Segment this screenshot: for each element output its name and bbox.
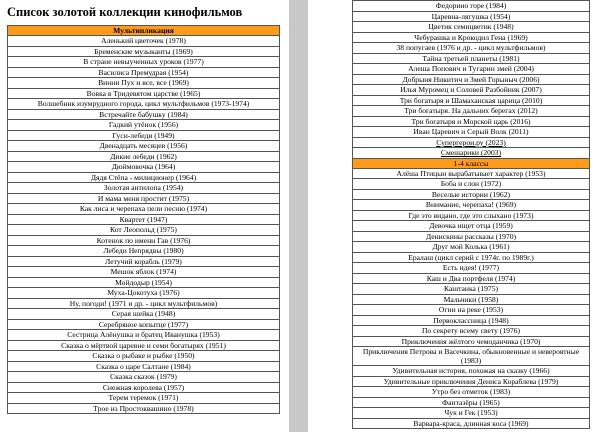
table-row <box>353 242 590 253</box>
film-title: Бременские музыканты (1969) <box>8 46 280 57</box>
film-title: Лебеди Непрядвы (1980) <box>8 246 280 257</box>
film-title: Гуси-лебеди (1949) <box>8 130 280 141</box>
table-row <box>353 22 590 33</box>
film-title: Золотая антилопа (1954) <box>8 183 280 194</box>
table-row <box>8 67 280 78</box>
table-row <box>8 235 280 246</box>
table-row <box>353 137 590 148</box>
table-row <box>353 11 590 22</box>
film-title: Три богатыря. На дальних берегах (2012) <box>353 106 590 117</box>
table-row <box>8 267 280 278</box>
film-title: Ну, погоди! (1971 и др. - цикл мультфильмов) <box>8 298 280 309</box>
table-row <box>8 183 280 194</box>
page-left <box>0 0 289 432</box>
table-row <box>8 246 280 257</box>
film-title: Чук и Гек (1953) <box>353 408 590 419</box>
table-row <box>353 336 590 347</box>
film-title: Мойдодыр (1954) <box>8 277 280 288</box>
film-title: Двенадцать месяцев (1956) <box>8 141 280 152</box>
film-title: Утро без отметок (1983) <box>353 387 590 398</box>
table-row <box>353 252 590 263</box>
table-row <box>8 172 280 183</box>
table-row <box>353 106 590 117</box>
table-row <box>8 46 280 57</box>
table-row <box>8 109 280 120</box>
table-row <box>353 53 590 64</box>
film-title: Удивительные приключения Дениса Кораблева (1979) <box>353 376 590 387</box>
film-title: Дикие лебеди (1962) <box>8 151 280 162</box>
film-title: Удивительная история, похожая на сказку (1966) <box>353 366 590 377</box>
table-row <box>353 387 590 398</box>
film-title: Кот Леопольд (1975) <box>8 225 280 236</box>
film-title: Как лиса и черепаха пели песню (1974) <box>8 204 280 215</box>
table-row <box>8 78 280 89</box>
table-row <box>353 397 590 408</box>
table-row <box>8 162 280 173</box>
film-title: Внимание, черепаха! (1969) <box>353 200 590 211</box>
table-row <box>8 330 280 341</box>
film-title: Федорино горе (1984) <box>353 1 590 12</box>
table-row <box>8 403 280 414</box>
film-title: Первоклассница (1948) <box>353 315 590 326</box>
table-row <box>353 127 590 138</box>
film-title: В стране невыученных уроков (1977) <box>8 57 280 68</box>
table-row <box>8 382 280 393</box>
film-title: Илья Муромец и Соловей Разбойник (2007) <box>353 85 590 96</box>
table-row <box>8 57 280 68</box>
table-row <box>353 1 590 12</box>
film-title: Мальчики (1958) <box>353 294 590 305</box>
film-title: Девочка ищет отца (1959) <box>353 221 590 232</box>
table-row <box>8 340 280 351</box>
film-title: Дядя Стёпа - милиционер (1964) <box>8 172 280 183</box>
table-row <box>353 32 590 43</box>
film-title: Серая шейка (1948) <box>8 309 280 320</box>
film-title: Веселые истории (1962) <box>353 189 590 200</box>
film-title: Есть идея! (1977) <box>353 263 590 274</box>
table-row <box>8 204 280 215</box>
table-row <box>8 277 280 288</box>
film-title: Василиса Премудрая (1954) <box>8 67 280 78</box>
film-title: Боба и слон (1972) <box>353 179 590 190</box>
film-title: Мешок яблок (1974) <box>8 267 280 278</box>
film-title: Алеша Попович и Тугарин змей (2004) <box>353 64 590 75</box>
film-title: Каш и Два портфеля (1974) <box>353 273 590 284</box>
film-title: Винни Пух и все, все (1969) <box>8 78 280 89</box>
table-row <box>8 256 280 267</box>
film-title: Три богатыря и Шамаханская царица (2010) <box>353 95 590 106</box>
table-row <box>8 319 280 330</box>
film-title: Цветик семицветик (1948) <box>353 22 590 33</box>
table-row <box>353 284 590 295</box>
film-title: Каштанка (1975) <box>353 284 590 295</box>
film-title: И мама меня простит (1975) <box>8 193 280 204</box>
film-title: Встречайте бабушку (1984) <box>8 109 280 120</box>
table-row <box>353 305 590 316</box>
table-row <box>8 88 280 99</box>
table-row <box>8 193 280 204</box>
film-title: Огни на реке (1953) <box>353 305 590 316</box>
film-title: Смешарики (2003) <box>353 148 590 159</box>
film-title: По секрету всему свету (1976) <box>353 326 590 337</box>
film-title: Волшебник изумрудного города, цикл мультфильмов (1973-1974) <box>8 99 280 110</box>
film-title: Сказка о царе Салтане (1984) <box>8 361 280 372</box>
table-row <box>353 366 590 377</box>
table-row <box>353 347 590 366</box>
film-title: Иван Царевич и Серый Волк (2011) <box>353 127 590 138</box>
table-row <box>8 151 280 162</box>
film-title: Алёша Птицын вырабатывает характер (1953) <box>353 168 590 179</box>
film-title: Серебряное копытце (1977) <box>8 319 280 330</box>
table-row <box>353 376 590 387</box>
film-title: Сказка о рыбаке и рыбке (1950) <box>8 351 280 362</box>
table-row <box>353 294 590 305</box>
table-row <box>353 418 590 429</box>
table-row <box>353 148 590 159</box>
section-header-row <box>8 26 280 36</box>
table-row <box>353 273 590 284</box>
table-row <box>353 74 590 85</box>
film-title: Дюймовочка (1964) <box>8 162 280 173</box>
film-title: Добрыня Никитич и Змей Горыныч (2006) <box>353 74 590 85</box>
film-title: Аленький цветочек (1978) <box>8 36 280 47</box>
film-title: Где это видано, где это слыхано (1973) <box>353 210 590 221</box>
film-title: Вовка в Тридевятом царстве (1965) <box>8 88 280 99</box>
table-row <box>353 116 590 127</box>
table-row <box>8 120 280 131</box>
table-row <box>353 168 590 179</box>
table-row <box>8 351 280 362</box>
film-title: Супергерои.ру (2023) <box>353 137 590 148</box>
table-row <box>353 263 590 274</box>
film-title: Трое из Простоквашино (1978) <box>8 403 280 414</box>
film-title: Приключения Петрова и Васечкина, обыкновенные и невероятные (1983) <box>353 347 590 366</box>
table-row <box>8 298 280 309</box>
table-row <box>353 200 590 211</box>
table-row <box>8 141 280 152</box>
film-title: Чебурашка и Крокодил Гена (1969) <box>353 32 590 43</box>
table-row <box>8 393 280 404</box>
film-table-right <box>352 0 590 429</box>
table-row <box>8 99 280 110</box>
film-title: Сказка о мёртвой царевне и семи богатырях (1951) <box>8 340 280 351</box>
film-title: Снежная королева (1957) <box>8 382 280 393</box>
film-title: Котенок по имени Гав (1976) <box>8 235 280 246</box>
section-header-row <box>353 158 590 168</box>
table-row <box>353 189 590 200</box>
table-row <box>353 95 590 106</box>
film-title: Царевна-лягушка (1954) <box>353 11 590 22</box>
page-right <box>308 0 600 432</box>
table-row <box>8 36 280 47</box>
table-row <box>8 372 280 383</box>
table-row <box>8 130 280 141</box>
table-row <box>353 179 590 190</box>
film-title: Тайна третьей планеты (1981) <box>353 53 590 64</box>
table-row <box>353 210 590 221</box>
film-title: Варвара-краса, длинная коса (1969) <box>353 418 590 429</box>
table-row <box>353 64 590 75</box>
film-table-left <box>7 25 280 414</box>
film-title: Муха-Цокотуха (1976) <box>8 288 280 299</box>
table-row <box>353 221 590 232</box>
table-row <box>8 214 280 225</box>
table-row <box>353 231 590 242</box>
film-title: Фантазёры (1965) <box>353 397 590 408</box>
film-title: Сестрица Алёнушка и братец Иванушка (1953) <box>8 330 280 341</box>
film-title: Три богатыря и Морской царь (2016) <box>353 116 590 127</box>
film-title: Приключения жёлтого чемоданчика (1970) <box>353 336 590 347</box>
film-title: Летучий корабль (1979) <box>8 256 280 267</box>
table-row <box>353 43 590 54</box>
table-row <box>8 309 280 320</box>
document-title: Список золотой коллекции кинофильмов <box>7 5 243 19</box>
film-title: Денискины рассказы (1970) <box>353 231 590 242</box>
table-row <box>353 408 590 419</box>
film-title: Сказка сказок (1979) <box>8 372 280 383</box>
film-title: Терем теремок (1971) <box>8 393 280 404</box>
table-row <box>353 326 590 337</box>
table-row <box>8 361 280 372</box>
table-row <box>353 85 590 96</box>
film-title: Гадкий утёнок (1956) <box>8 120 280 131</box>
film-title: Ералаш (цикл серий с 1974г. по 1989г.) <box>353 252 590 263</box>
table-row <box>353 315 590 326</box>
film-title: Друг мой Колька (1961) <box>353 242 590 253</box>
section-header: Мультипликация <box>8 26 280 36</box>
film-title: 38 попугаев (1976 и др. - цикл мультфильмов) <box>353 43 590 54</box>
section-subheader: 1-4 классы <box>353 158 590 168</box>
table-row <box>8 225 280 236</box>
film-title: Квартет (1947) <box>8 214 280 225</box>
table-row <box>8 288 280 299</box>
